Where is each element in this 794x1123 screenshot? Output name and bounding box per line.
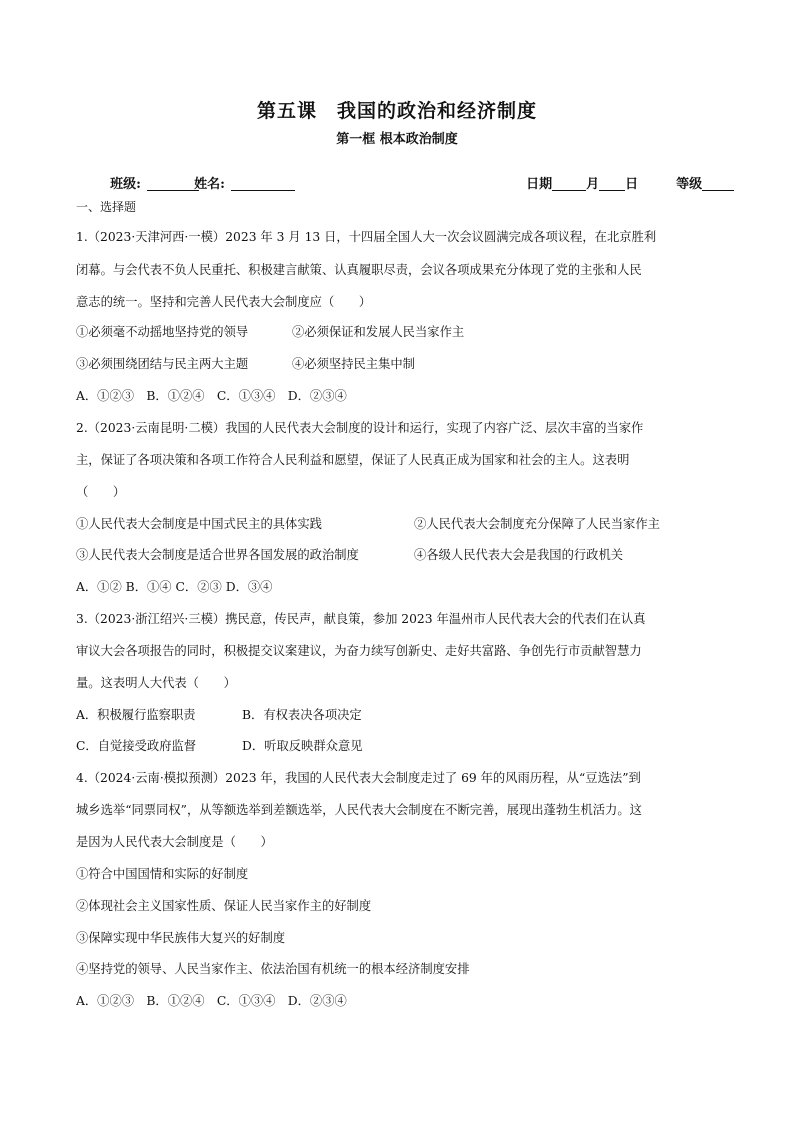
class-label: 班级: (110, 177, 141, 192)
q1-option-1: ①必须毫不动摇地坚持党的领导 (76, 325, 249, 339)
q2-option-1: ①人民代表大会制度是中国式民主的具体实践 (76, 517, 322, 531)
q2-option-3: ③人民代表大会制度是适合世界各国发展的政治制度 (76, 548, 359, 562)
q2-option-2: ②人民代表大会制度充分保障了人民当家作主 (414, 517, 660, 531)
q1-option-2: ②必须保证和发展人民当家作主 (292, 325, 465, 339)
q2-stem-line: 主，保证了各项决策和各项工作符合人民利益和愿望，保证了人民真正成为国家和社会的主人。这表明 (76, 453, 630, 467)
name-blank[interactable] (231, 177, 295, 191)
day-blank[interactable] (599, 177, 625, 191)
q2-stem-line: 2.（2023·云南昆明·二模）我国的人民代表大会制度的设计和运行，实现了内容广泛、层次丰富的当家作 (76, 421, 644, 435)
day-label: 日 (625, 177, 639, 192)
q3-option-d: D．听取反映群众意见 (242, 739, 363, 753)
q1-option-3: ③必须围绕团结与民主两大主题 (76, 357, 249, 371)
q3-option-b: B．有权表决各项决定 (242, 708, 362, 722)
q4-stem-line: 是因为人民代表大会制度是（ ） (76, 835, 273, 849)
name-field (176, 158, 295, 207)
q1-stem-line: 1.（2023·天津河西·一模）2023 年 3 月 13 日，十四届全国人大一次会议圆满完成各项议程，在北京胜利 (76, 230, 657, 244)
q1-option-4: ④必须坚持民主集中制 (292, 357, 415, 371)
q4-stem-line: 4.（2024·云南·模拟预测）2023 年，我国的人民代表大会制度走过了 69 年的风雨历程，从“豆选法”到 (76, 771, 641, 785)
date-field (508, 158, 638, 207)
q4-option-4: ④坚持党的领导、人民当家作主、依法治国有机统一的根本经济制度安排 (76, 962, 470, 976)
month-blank[interactable] (552, 177, 586, 191)
q4-option-2: ②体现社会主义国家性质、保证人民当家作主的好制度 (76, 899, 372, 913)
page-subtitle: 第一框 根本政治制度 (336, 132, 458, 147)
q2-option-4: ④各级人民代表大会是我国的行政机关 (414, 548, 624, 562)
q3-stem-line: 审议大会各项报告的同时，积极提交议案建议，为奋力续写创新史、走好共富路、争创先行市贡献智慧力 (76, 644, 642, 658)
q4-stem-line: 城乡选举“同票同权”，从等额选举到差额选举，人民代表大会制度在不断完善，展现出蓬勃生机活力。这 (76, 803, 642, 817)
grade-label: 等级 (676, 177, 703, 192)
q1-stem-line: 闭幕。与会代表不负人民重托、积极建言献策、认真履职尽责，会议各项成果充分体现了党的主张和人民 (76, 263, 642, 277)
q3-stem-line: 量。这表明人大代表（ ） (76, 676, 236, 690)
q4-option-3: ③保障实现中华民族伟大复兴的好制度 (76, 931, 286, 945)
month-label: 月 (586, 177, 600, 192)
q2-stem-line: （ ） (76, 485, 126, 499)
date-label: 日期 (526, 177, 553, 192)
page-title: 第五课 我国的政治和经济制度 (256, 100, 537, 122)
q1-stem-line: 意志的统一。坚持和完善人民代表大会制度应（ ） (76, 295, 372, 309)
name-label: 姓名: (194, 177, 225, 192)
q2-answer-choices: A．①② B．①④ C．②③ D．③④ (76, 580, 273, 594)
q1-answer-choices: A．①②③ B．①②④ C．①③④ D．②③④ (76, 389, 347, 403)
grade-field (658, 158, 734, 207)
q4-answer-choices: A．①②③ B．①②④ C．①③④ D．②③④ (76, 994, 347, 1008)
q3-option-a: A．积极履行监察职责 (76, 708, 196, 722)
q3-stem-line: 3.（2023·浙江绍兴·三模）携民意，传民声，献良策，参加 2023 年温州市人民代表大会的代表们在认真 (76, 612, 646, 626)
section-title: 一、选择题 (76, 200, 137, 214)
grade-blank[interactable] (702, 177, 734, 191)
q3-option-c: C．自觉接受政府监督 (76, 739, 197, 753)
q4-option-1: ①符合中国国情和实际的好制度 (76, 867, 249, 881)
